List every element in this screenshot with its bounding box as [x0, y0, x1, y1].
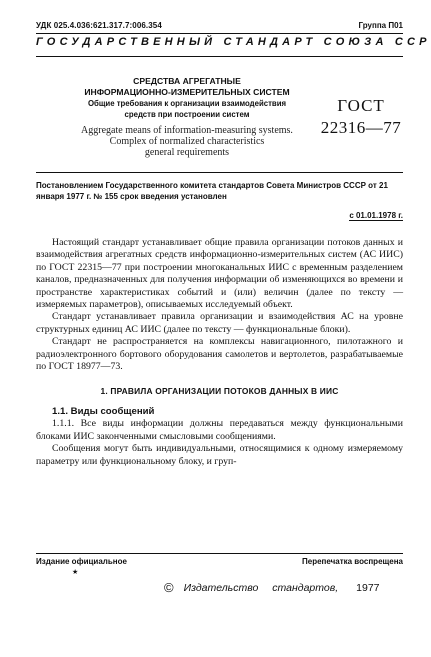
subsection-heading-1-1: 1.1. Виды сообщений [52, 405, 155, 417]
title-english-line-3: general requirements [144, 147, 230, 158]
paragraph-5: Сообщения могут быть индивидуальными, относящимися к одному измеряемому параметру или функциональному блоку, и груп- [36, 443, 403, 467]
gost-number: 22316—77 [320, 118, 402, 137]
footer-rule [36, 553, 403, 554]
section-heading-1: 1. ПРАВИЛА ОРГАНИЗАЦИИ ПОТОКОВ ДАННЫХ В ИИС [100, 386, 339, 397]
paragraph-2: Стандарт устанавливает правила организации и взаимодействия АС на уровне структурных единиц АС ИИС (далее по тексту — функциональные блоки). [36, 311, 403, 335]
paragraph-3: Стандарт не распространяется на комплексы навигационного, пилотажного и радиоэлектронного бортового оборудования самолетов и вертолетов, разрабатываемые по ГОСТ 18977—73. [36, 336, 403, 373]
gost-designation [316, 96, 406, 138]
publisher-line [164, 580, 380, 595]
standard-banner: ГОСУДАРСТВЕННЫЙ СТАНДАРТ СОЮЗА ССР [36, 36, 431, 48]
title-line-4: средств при построении систем [124, 110, 250, 119]
title-english [72, 125, 302, 158]
title-block [72, 76, 302, 158]
star-icon: ★ [72, 568, 79, 576]
top-rule [36, 33, 403, 34]
document-body [36, 237, 403, 468]
paragraph-1: Настоящий стандарт устанавливает общие правила организации потоков данных и взаимодействия агрегатных средств информационно-измерительных систем (АС ИИС) по ГОСТ 22315—77 при построении многоканальных ИИС с временным разделением каналов, предназначенных для получения информации об изменяющихся во времени и пространстве характеристиках событий и (или) величин (далее по тексту — измеряемых параметров), описываемых исследуемый объект. [36, 237, 403, 311]
official-edition: Издание официальное [36, 557, 127, 566]
copyright-icon: © [164, 580, 174, 595]
publisher-word-1: Издательство [183, 582, 259, 594]
reprint-forbidden: Перепечатка воспрещена [302, 557, 403, 566]
udk-code: УДК 025.4.036:621.317.7:006.354 [36, 21, 162, 30]
title-english-line-1: Aggregate means of information-measuring systems. [81, 125, 293, 136]
group-code: Группа П01 [358, 21, 403, 30]
title-line-1: СРЕДСТВА АГРЕГАТНЫЕ [133, 76, 241, 86]
publisher-word-2: стандартов, [272, 582, 339, 594]
title-line-2: ИНФОРМАЦИОННО-ИЗМЕРИТЕЛЬНЫХ СИСТЕМ [84, 87, 290, 97]
decree-text: Постановлением Государственного комитета стандартов Совета Министров СССР от 21 января 1977 г. № 155 срок введения установлен [36, 181, 388, 201]
banner-rule [36, 56, 403, 57]
decree-rule [36, 172, 403, 173]
effective-date: с 01.01.1978 г. [349, 211, 403, 220]
title-english-line-2: Complex of normalized characteristics [109, 136, 265, 147]
paragraph-1-1-1: 1.1.1. Все виды информации должны передаваться между функциональными блоками ИИС законченными смысловыми сообщениями. [36, 418, 403, 442]
publication-year: 1977 [356, 582, 380, 594]
title-line-3: Общие требования к организации взаимодействия [87, 99, 287, 108]
gost-label: ГОСТ [337, 96, 385, 115]
